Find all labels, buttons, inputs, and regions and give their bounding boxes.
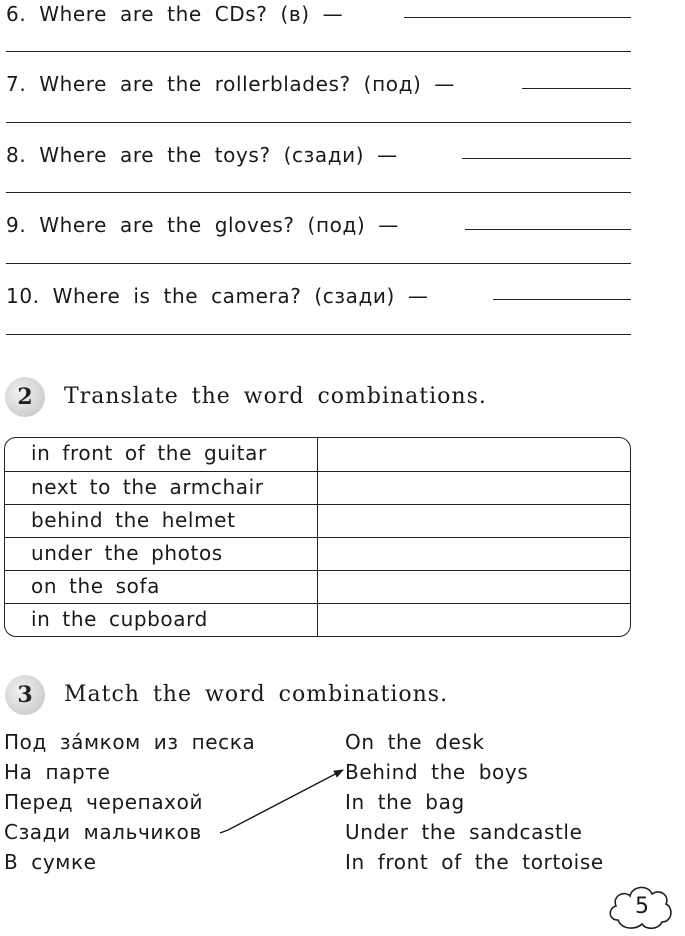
exercise-title: Translate the word combinations. — [64, 384, 487, 409]
word-combination: on the sofa — [5, 571, 318, 603]
exercise-title: Match the word combinations. — [64, 682, 449, 707]
match-left-item[interactable]: Сзади мальчиков — [4, 820, 202, 844]
word-combination: behind the helmet — [5, 505, 318, 537]
match-left-item[interactable]: Под за́мком из песка — [4, 730, 256, 754]
word-combination: under the photos — [5, 538, 318, 570]
match-right-item[interactable]: On the desk — [345, 730, 485, 754]
match-right-item[interactable]: In the bag — [345, 790, 465, 814]
word-combination: in front of the guitar — [5, 438, 318, 471]
question-6: 6. Where are the CDs? (в) — — [6, 2, 344, 26]
question-10: 10. Where is the camera? (сзади) — — [6, 284, 429, 308]
question-9: 9. Where are the gloves? (под) — — [6, 213, 399, 237]
word-combination: in the cupboard — [5, 604, 318, 637]
match-left-item[interactable]: Перед черепахой — [4, 790, 204, 814]
match-right-item[interactable]: Under the sandcastle — [345, 820, 583, 844]
match-right-item[interactable]: In front of the tortoise — [345, 850, 604, 874]
question-8: 8. Where are the toys? (сзади) — — [6, 143, 398, 167]
exercise-number-badge: 3 — [5, 675, 45, 715]
match-left-item[interactable]: На парте — [4, 760, 111, 784]
exercise-number-badge: 2 — [5, 377, 45, 417]
word-combination: next to the armchair — [5, 472, 318, 504]
page-number — [604, 880, 674, 932]
match-left-item[interactable]: В сумке — [4, 850, 97, 874]
match-right-item[interactable]: Behind the boys — [345, 760, 529, 784]
question-7: 7. Where are the rollerblades? (под) — — [6, 72, 455, 96]
page-number-text: 5 — [635, 893, 649, 919]
